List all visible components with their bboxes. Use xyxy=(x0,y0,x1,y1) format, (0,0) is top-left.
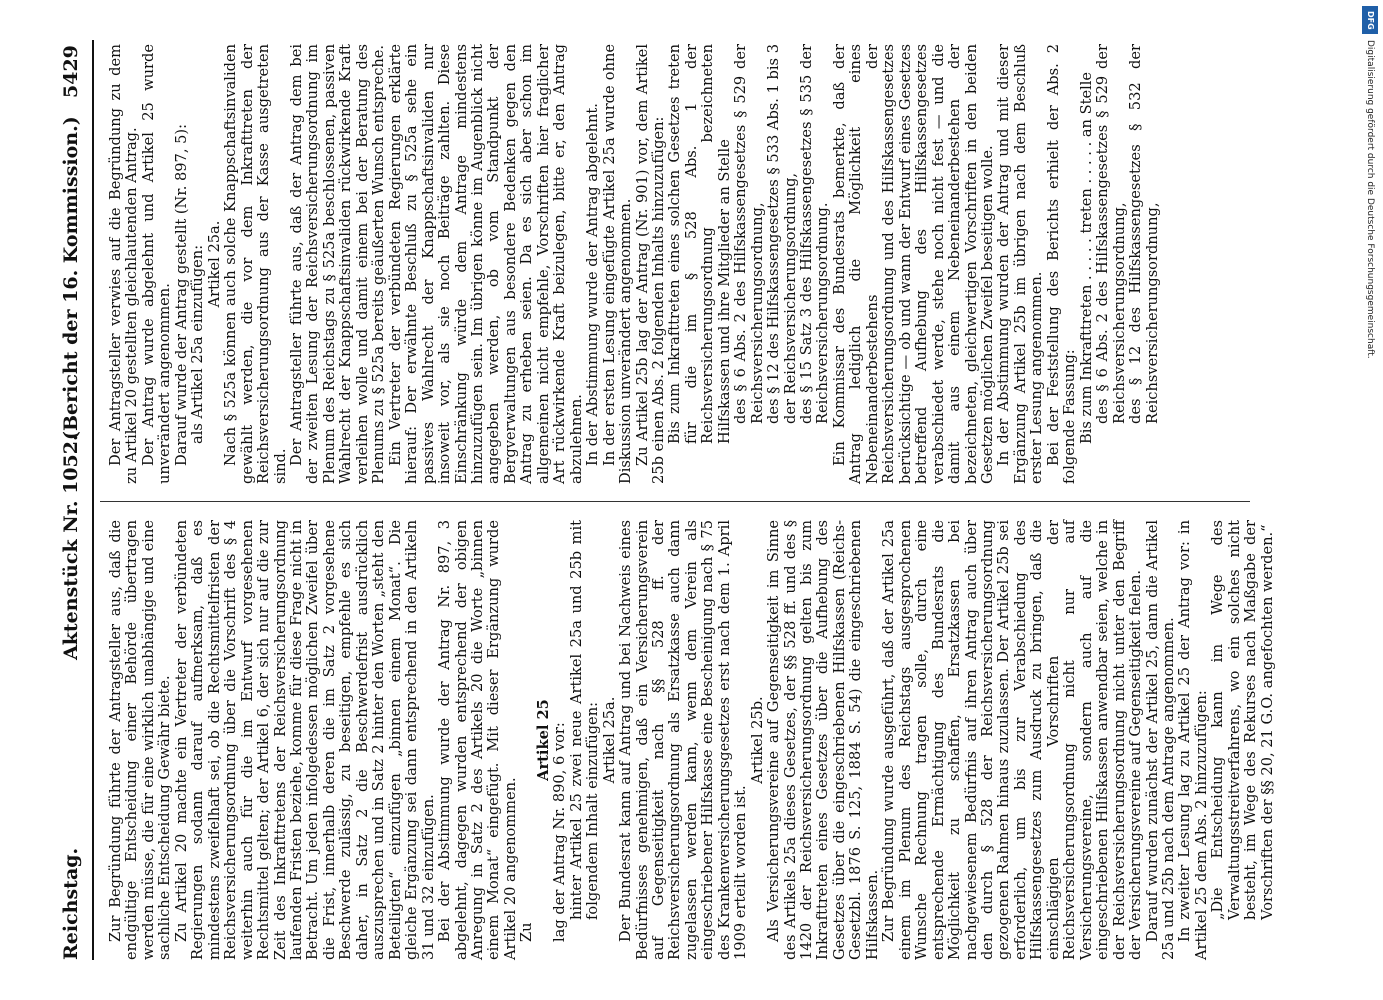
paragraph: In der Abstimmung wurde der Antrag abgelehnt. xyxy=(584,103,602,466)
paragraph: Zur Begründung wurde ausgeführt, daß der Artikel 25a einem im Plenum des Reichstags ausgesprochenen Wunsche Rechnung tragen solle, durch eine entsprechende Ermächtigung des Bundesrats die Möglichkeit zu schaffen, Ersatzkassen bei nachgewiesenem Bedürfnis auf ihren Antrag auch über den durch § 528 der Reichsversicherungsordnung gezogenen Rahmen hinaus zuzulassen. Der Artikel 25b sei erforderlich, um bis zur Verabschiedung des Hilfskassengesetzes zum Ausdruck zu bringen, daß die einschlägigen Vorschriften der Reichsversicherungsordnung nicht nur auf Versicherungsvereine, sondern auch auf die eingeschriebenen Hilfskassen anwendbar seien, welche in der Reichsversicherungsordnung nicht unter den Begriff der Versicherungsvereine auf Gegenseitigkeit fielen. xyxy=(880,520,1145,960)
paragraph: Bei der Feststellung des Berichts erhielt der Abs. 2 folgende Fassung: xyxy=(1044,44,1079,484)
paragraph: Bei der Abstimmung wurde der Antrag Nr. 897, 3 abgelehnt, dagegen wurden entsprechend der obigen Anregung in Satz 2 des Artikels 20 die Worte „binnen einem Monat“ eingefügt. Mit dieser Ergänzung wurde Artikel 20 angenommen. xyxy=(436,520,519,960)
paragraph: Bis zum Inkrafttreten . . . . . treten . . . . . an Stelle xyxy=(1077,71,1095,444)
paragraph: Ein Vertreter der verbündeten Regierungen erklärte hierauf: Der erwähnte Beschluß zu § 525a sehe ein passives Wahlrecht der Knappschaftsinvaliden nur insoweit vor, als sie noch Beiträge zahlten. Diese Einschränkung würde dem Antrage mindestens hinzuzufügen sein. Im übrigen könne im Augenblick nicht angegeben werden, ob vom Standpunkt der Bergverwaltungen aus besondere Bedenken gegen den Antrag zu erheben seien. Da es sich aber schon im allgemeinen nicht empfehle, Vorschriften hier fraglicher Art rückwirkende Kraft beizulegen, bitte er, den Antrag abzulehnen. xyxy=(386,44,585,484)
paragraph: des § 12 des Hilfskassengesetzes § 532 der Reichsversicherungsordnung, xyxy=(1127,44,1161,424)
paragraph: als Artikel 25a einzufügen: xyxy=(189,244,207,444)
paragraph: In zweiter Lesung lag zu Artikel 25 der Antrag vor: in Artikel 25 dem Abs. 2 hinzuzufügen: xyxy=(1176,520,1210,960)
right-column xyxy=(108,44,1248,484)
paragraph: Zu xyxy=(518,922,536,942)
paragraph: In der ersten Lesung eingefügte Artikel 25a wurde ohne Diskussion unverändert angenommen. xyxy=(600,44,635,484)
paragraph: des § 6 Abs. 2 des Hilfskassengesetzes § 529 der Reichsversicherungsordnung, xyxy=(732,44,766,424)
paragraph: des § 6 Abs. 2 des Hilfskassengesetzes § 529 der Reichsversicherungsordnung, xyxy=(1094,44,1128,424)
paragraph: Als Versicherungsvereine auf Gegenseitigkeit im Sinne des Artikels 25a dieses Gesetzes, der §§ 528 ff. und des § 1420 der Reichsversicherungsordnung gelten bis zum Inkrafttreten eines Gesetzes über die Aufhebung des Gesetzes über die eingeschriebenen Hilfskassen (Reichs-Gesetzbl. 1876 S. 125, 1884 S. 54) die eingeschriebenen Hilfskassen. xyxy=(765,520,881,960)
dfg-logo: DFG xyxy=(1362,6,1378,34)
rotated-document xyxy=(50,40,1350,960)
section-heading: Artikel 25b. xyxy=(748,696,766,784)
page-header xyxy=(50,40,94,960)
paragraph: Zu Artikel 20 machte ein Vertreter der verbündeten Regierungen sodann darauf aufmerksam, daß es mindestens zweifelhaft sei, ob die Rechtsmittelfristen der Reichsversicherungsordnung über die Vorschrift des § 4 weiterhin auch für die im Entwurf vorgesehenen Rechtsmittel gelten; der Artikel 6, der sich nur auf die zur Zeit des Inkrafttretens der Reichsversicherungsordnung laufenden Fristen beziehe, komme für diese Frage nicht in Betracht. Um jeden infolgedessen möglichen Zweifel über die Frist, innerhalb deren die im Satz 2 vorgesehene Beschwerde zulässig, zu beseitigen, empfehle es sich daher, in Satz 2 die Beschwerdefrist ausdrücklich auszusprechen und in Satz 2 hinter den Worten „steht den Beteiligten“ einzufügen „binnen einem Monat“. Die gleiche Ergänzung sei dann entsprechend in den Artikeln 31 und 32 einzufügen. xyxy=(172,520,437,960)
paragraph: Bis zum Inkrafttreten eines solchen Gesetzes treten für die im § 528 Abs. 1 der Reichsversicherungsordnung bezeichneten Hilfskassen und ihre Mitglieder an Stelle xyxy=(666,44,733,444)
digitization-credit: Digitalisierung gefördert durch die Deutsche Forschungsgemeinschaft. xyxy=(1365,40,1375,359)
paragraph: Der Antrag wurde abgelehnt und Artikel 25 wurde unverändert angenommen. xyxy=(139,44,174,484)
paragraph: Zu Artikel 25b lag der Antrag (Nr. 901) vor, dem Artikel 25b einen Abs. 2 folgenden Inhalts hinzuzufügen: xyxy=(633,44,667,484)
paragraph: lag der Antrag Nr. 890, 6 vor: xyxy=(551,722,569,942)
paragraph: Darauf wurde der Antrag gestellt (Nr. 897, 5): xyxy=(172,123,190,466)
paragraph: Der Antragsteller führte aus, daß der Antrag dem bei der zweiten Lesung der Reichsversicherungsordnung im Plenum des Reichstags zu § 525a beschlossenen, passiven Wahlrecht der Knappschaftsinvaliden rückwirkende Kraft verleihen wolle und damit einem bei der Beratung des Plenums zu § 525a bereits geäußerten Wunsch entspreche. xyxy=(287,44,388,484)
paragraph: des § 12 des Hilfskassengesetzes § 533 Abs. 1 bis 3 der Reichsversicherungsordnung, xyxy=(765,44,799,424)
paragraph: „Die Entscheidung kann im Wege des Verwaltungsstreitverfahrens, wo ein solches nicht besteht, im Wege des Rekurses nach Maßgabe der Vorschriften der §§ 20, 21 G.O. angefochten werden.“ xyxy=(1209,520,1276,920)
paragraph: Darauf wurden zunächst der Artikel 25, dann die Artikel 25a und 25b nach dem Antrage angenommen. xyxy=(1143,520,1177,960)
section-heading: Artikel 25a. xyxy=(600,696,618,784)
column-separator xyxy=(100,501,1250,502)
digitization-sidebar xyxy=(1362,6,1378,994)
left-column xyxy=(107,520,1276,960)
header-left: Reichstag. xyxy=(60,847,82,960)
paragraph: hinter Artikel 25 zwei neue Artikel 25a und 25b mit folgendem Inhalt einzufügen: xyxy=(567,520,602,920)
paragraph: Nach § 525a können auch solche Knappschaftsinvaliden gewählt werden, die vor dem Inkrafttreten der Reichsversicherungsordnung aus der Kasse ausgetreten sind. xyxy=(222,44,289,484)
section-heading: Artikel 25 xyxy=(534,699,552,781)
section-heading: Artikel 25a. xyxy=(205,220,223,308)
page-number: 5429 xyxy=(60,45,82,98)
paragraph: Der Antragsteller verwies auf die Begründung zu dem zu Artikel 20 gestellten gleichlautenden Antrag. xyxy=(107,44,141,484)
paragraph: Der Bundesrat kann auf Antrag und bei Nachweis eines Bedürfnisses genehmigen, daß ein Versicherungsverein auf Gegenseitigkeit nach §§ 528 ff. der Reichsversicherungsordnung als Ersatzkasse auch dann zugelassen werden kann, wenn dem Verein als eingeschriebener Hilfskasse eine Bescheinigung nach § 75 des Krankenversicherungsgesetzes erst nach dem 1. April 1909 erteilt worden ist. xyxy=(617,520,750,960)
paragraph: Zur Begründung führte der Antragsteller aus, daß die endgültige Entscheidung einer Behörde übertragen werden müsse, die für eine wirklich unabhängige und eine sachliche Entscheidung Gewähr biete. xyxy=(107,520,174,960)
header-center: Aktenstück Nr. 1052. xyxy=(60,434,82,660)
paragraph: Ein Kommissar des Bundesrats bemerkte, daß der Antrag lediglich die Möglichkeit eines Nebeneinanderbestehens der Reichsversicherungsordnung und des Hilfskassengesetzes berücksichtige — ob und wann der Entwurf eines Gesetzes betreffend Aufhebung des Hilfskassengesetzes verabschiedet werde, stehe noch nicht fest — und die damit aus einem Nebeneinanderbestehen der bezeichneten, gleichwertigen Vorschriften in den beiden Gesetzen möglichen Zweifel beseitigen wolle. xyxy=(830,44,997,484)
paragraph: In der Abstimmung wurden der Antrag und mit dieser Ergänzung Artikel 25b im übrigen nach dem Beschluß erster Lesung angenommen. xyxy=(995,44,1046,484)
header-right-title: (Bericht der 16. Kommission.) xyxy=(60,116,82,440)
paragraph: des § 15 Satz 3 des Hilfskassengesetzes § 535 der Reichsversicherungsordnung. xyxy=(798,44,832,424)
